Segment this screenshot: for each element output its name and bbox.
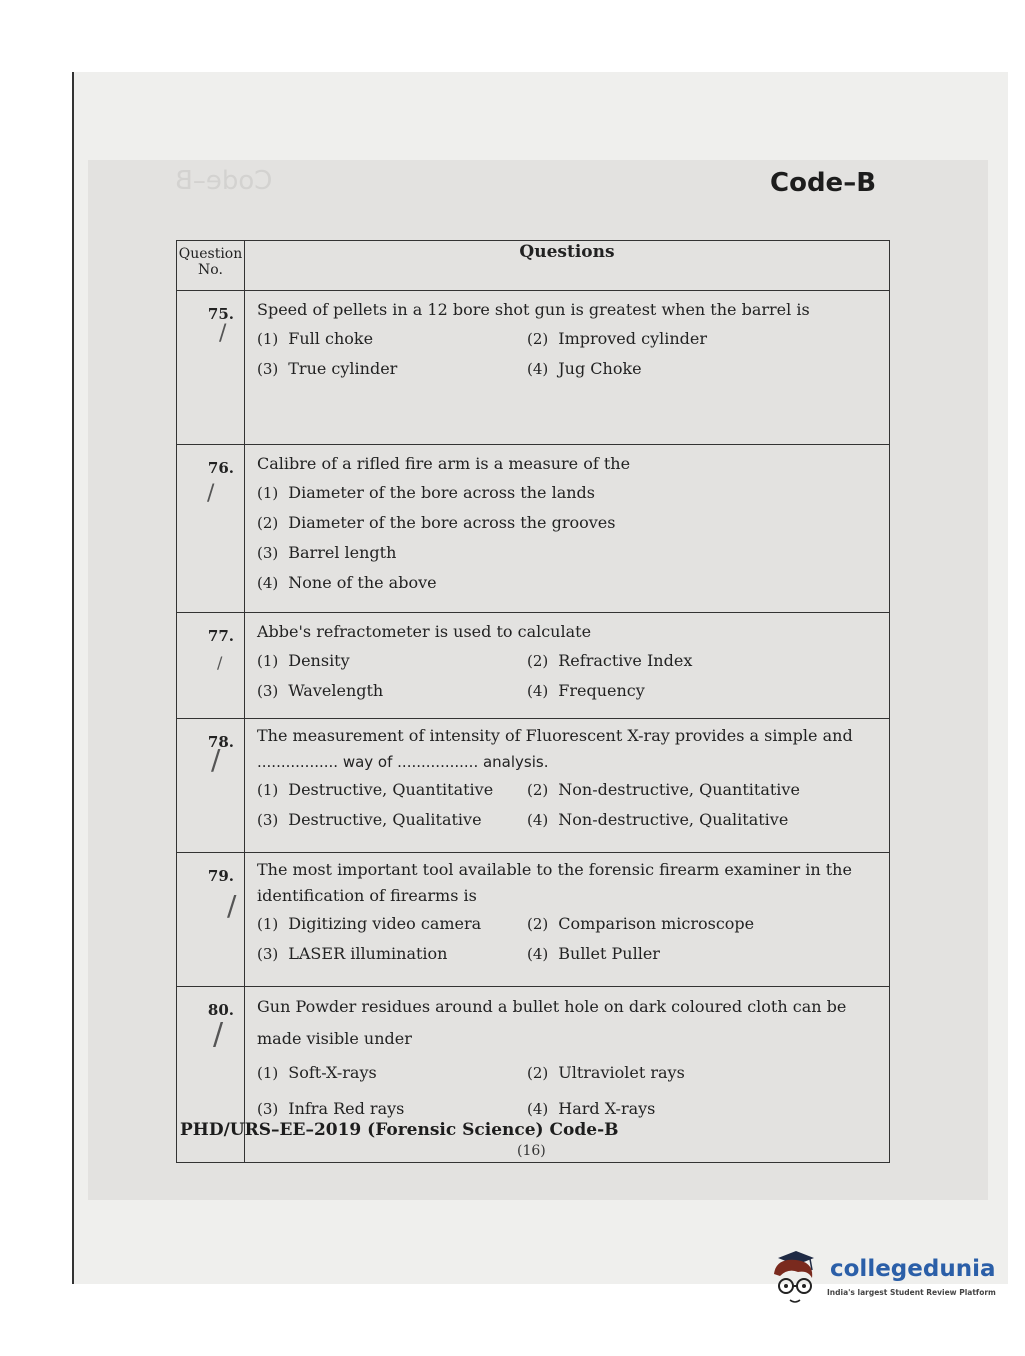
handwritten-tick-mark: / (213, 1017, 224, 1052)
option-2: (2) Non-destructive, Quantitative (527, 780, 800, 799)
option-1: (1) Diameter of the bore across the lands (257, 483, 596, 502)
question-body (245, 613, 890, 719)
option-2: (2) Improved cylinder (527, 329, 707, 348)
handwritten-tick-mark: / (207, 481, 215, 506)
mascot-logo-icon (770, 1248, 830, 1314)
question-stem-continued: made visible under (257, 1029, 412, 1048)
question-number: 76. (207, 459, 234, 477)
questions-table (176, 240, 890, 1163)
question-number: 77. (207, 627, 234, 645)
question-stem-continued: ................. way of ................. analysis. (257, 753, 549, 771)
collegedunia-logo (770, 1248, 1000, 1318)
header-question-no: Question No. (177, 241, 245, 291)
code-label: Code–B (770, 168, 877, 198)
option-1: (1) Soft-X-rays (257, 1063, 377, 1082)
question-number: 78. (207, 733, 234, 751)
question-body (245, 291, 890, 445)
option-1: (1) Digitizing video camera (257, 914, 482, 933)
scan-edge (72, 72, 74, 1284)
option-3: (3) True cylinder (257, 359, 398, 378)
question-body (245, 445, 890, 613)
option-3: (3) Barrel length (257, 543, 397, 562)
question-stem: Gun Powder residues around a bullet hole on dark coloured cloth can be (257, 997, 847, 1016)
option-4: (4) Non-destructive, Qualitative (527, 810, 789, 829)
question-number: 75. (207, 305, 234, 323)
question-body (245, 719, 890, 853)
option-2: (2) Comparison microscope (527, 914, 755, 933)
question-body (245, 853, 890, 987)
option-4: (4) None of the above (257, 573, 437, 592)
question-number: 80. (207, 1001, 234, 1019)
question-stem: Abbe's refractometer is used to calculate (257, 622, 592, 641)
question-stem: The measurement of intensity of Fluorescent X-ray provides a simple and (257, 726, 853, 745)
option-4: (4) Bullet Puller (527, 944, 660, 963)
option-2: (2) Diameter of the bore across the grooves (257, 513, 616, 532)
option-3: (3) LASER illumination (257, 944, 448, 963)
logo-wordmark: collegedunia (830, 1256, 996, 1282)
question-row (177, 719, 890, 853)
handwritten-tick-mark: / (219, 321, 227, 346)
question-stem: Calibre of a rifled fire arm is a measure of the (257, 454, 631, 473)
question-stem: Speed of pellets in a 12 bore shot gun is greatest when the barrel is (257, 300, 810, 319)
header-questions: Questions (245, 241, 890, 291)
handwritten-tick-mark: / (217, 653, 223, 672)
option-1: (1) Density (257, 651, 350, 670)
option-3: (3) Wavelength (257, 681, 384, 700)
handwritten-tick-mark: / (227, 889, 237, 922)
option-2: (2) Refractive Index (527, 651, 693, 670)
option-3: (3) Destructive, Qualitative (257, 810, 482, 829)
option-4: (4) Jug Choke (527, 359, 642, 378)
option-1: (1) Destructive, Quantitative (257, 780, 494, 799)
option-4: (4) Hard X-rays (527, 1099, 656, 1118)
question-number: 79. (207, 867, 234, 885)
page-number: (16) (517, 1143, 546, 1159)
question-row (177, 445, 890, 613)
question-stem-continued: identification of firearms is (257, 886, 477, 905)
question-row (177, 291, 890, 445)
option-4: (4) Frequency (527, 681, 645, 700)
option-1: (1) Full choke (257, 329, 374, 348)
logo-tagline: India's largest Student Review Platform (827, 1288, 996, 1297)
question-row (177, 853, 890, 987)
handwritten-tick-mark: / (211, 743, 221, 776)
question-row (177, 613, 890, 719)
option-2: (2) Ultraviolet rays (527, 1063, 685, 1082)
option-3: (3) Infra Red rays (257, 1099, 405, 1118)
question-stem: The most important tool available to the forensic firearm examiner in the (257, 860, 852, 879)
bleed-through-code-label: Code–B (175, 166, 273, 196)
paper-footer: PHD/URS–EE–2019 (Forensic Science) Code-B (180, 1120, 619, 1140)
